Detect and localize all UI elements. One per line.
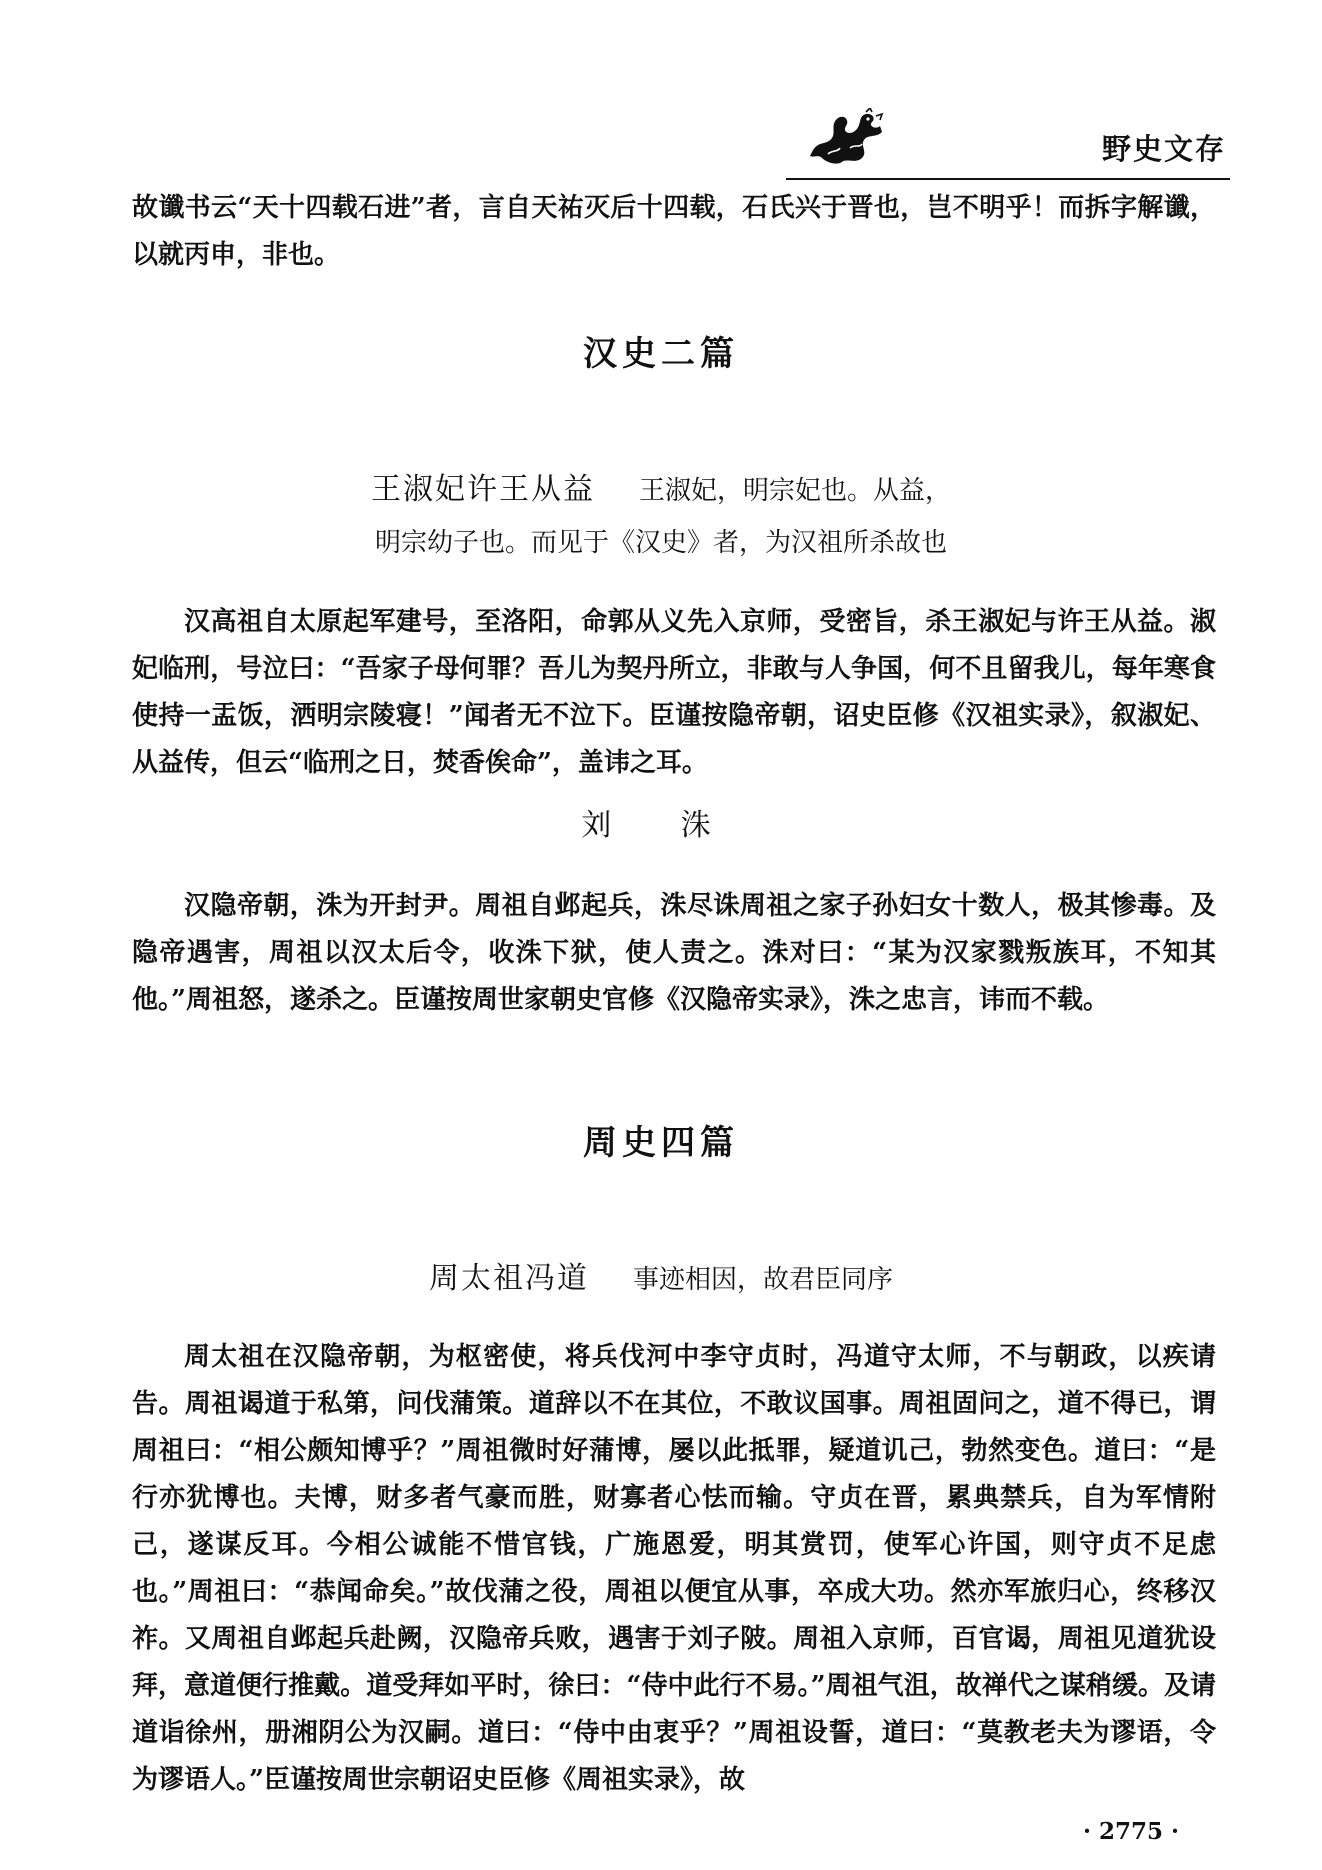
article-name: 王淑妃许王从益 — [370, 472, 595, 507]
article-paragraph-zhou: 周太祖在汉隐帝朝，为枢密使，将兵伐河中李守贞时，冯道守太师，不与朝政，以疾请告。周祖谒道于私第，问伐蒲策。道辞以不在其位，不敢议国事。周祖固问之，道不得已，谓周祖曰：“相公颇知博乎？”周祖微时好蒲博，屡以此抵罪，疑道讥己，勃然变色。道曰：“是行亦犹博也。夫博，财多者气豪而胜，财寡者心怯而输。守贞在晋，累典禁兵，自为军情附己，遂谋反耳。今相公诚能不惜官钱，广施恩爱，明其赏罚，使军心许国，则守贞不足虑也。”周祖曰：“恭闻命矣。”故伐蒲之役，周祖以便宜从事，卒成大功。然亦军旅归心，终移汉祚。又周祖自邺起兵赴阙，汉隐帝兵败，遇害于刘子陂。周祖入京师，百官谒，周祖见道犹设拜，意道便行推戴。道受拜如平时，徐曰：“侍中此行不易。”周祖气沮，故禅代之谋稍缓。及请道诣徐州，册湘阴公为汉嗣。道曰：“侍中由衷乎？”周祖设誓，道曰：“莫教老夫为谬语，令为谬语人。”臣谨按周世宗朝诏史臣修《周祖实录》，故 — [132, 1342, 1216, 1795]
article-note-continued: 明宗幼子也。而见于《汉史》者，为汉祖所杀故也 — [374, 528, 947, 558]
article-name: 刘 洙 — [581, 808, 741, 843]
article-note: 王淑妃，明宗妃也。从益， — [638, 476, 951, 506]
article-heading-wang — [0, 464, 1322, 569]
article-note: 事迹相因，故君臣同序 — [632, 1265, 893, 1295]
series-title: 野史文存 — [1101, 132, 1226, 166]
header-divider — [786, 178, 1230, 180]
article-heading-zhou — [0, 1253, 1322, 1306]
section-title-han: 汉史二篇 — [583, 334, 739, 374]
section-title-zhou: 周史四篇 — [583, 1123, 739, 1163]
article-paragraph-wang: 汉高祖自太原起军建号，至洛阳，命郭从义先入京师，受密旨，杀王淑妃与许王从益。淑妃临刑，号泣曰：“吾家子母何罪？吾儿为契丹所立，非敢与人争国，何不且留我儿，每年寒食使持一盂饭，洒明宗陵寝！”闻者无不泣下。臣谨按隐帝朝，诏史臣修《汉祖实录》，叙淑妃、从益传，但云“临刑之日，焚香俟命”，盖讳之耳。 — [132, 607, 1216, 778]
intro-paragraph: 故谶书云“天十四载石进”者，言自天祐灭后十四载，石氏兴于晋也，岂不明乎！而拆字解谶，以就丙申，非也。 — [132, 193, 1216, 270]
page-number: · 2775 · — [1082, 1818, 1179, 1845]
article-heading-liu — [0, 800, 1322, 853]
dragon-emblem-icon — [806, 108, 886, 168]
article-name: 周太祖冯道 — [428, 1261, 589, 1296]
article-paragraph-liu: 汉隐帝朝，洙为开封尹。周祖自邺起兵，洙尽诛周祖之家子孙妇女十数人，极其惨毒。及隐帝遇害，周祖以汉太后令，收洙下狱，使人责之。洙对曰：“某为汉家戮叛族耳，不知其他。”周祖怒，遂杀之。臣谨按周世家朝史官修《汉隐帝实录》，洙之忠言，讳而不载。 — [132, 891, 1216, 1015]
